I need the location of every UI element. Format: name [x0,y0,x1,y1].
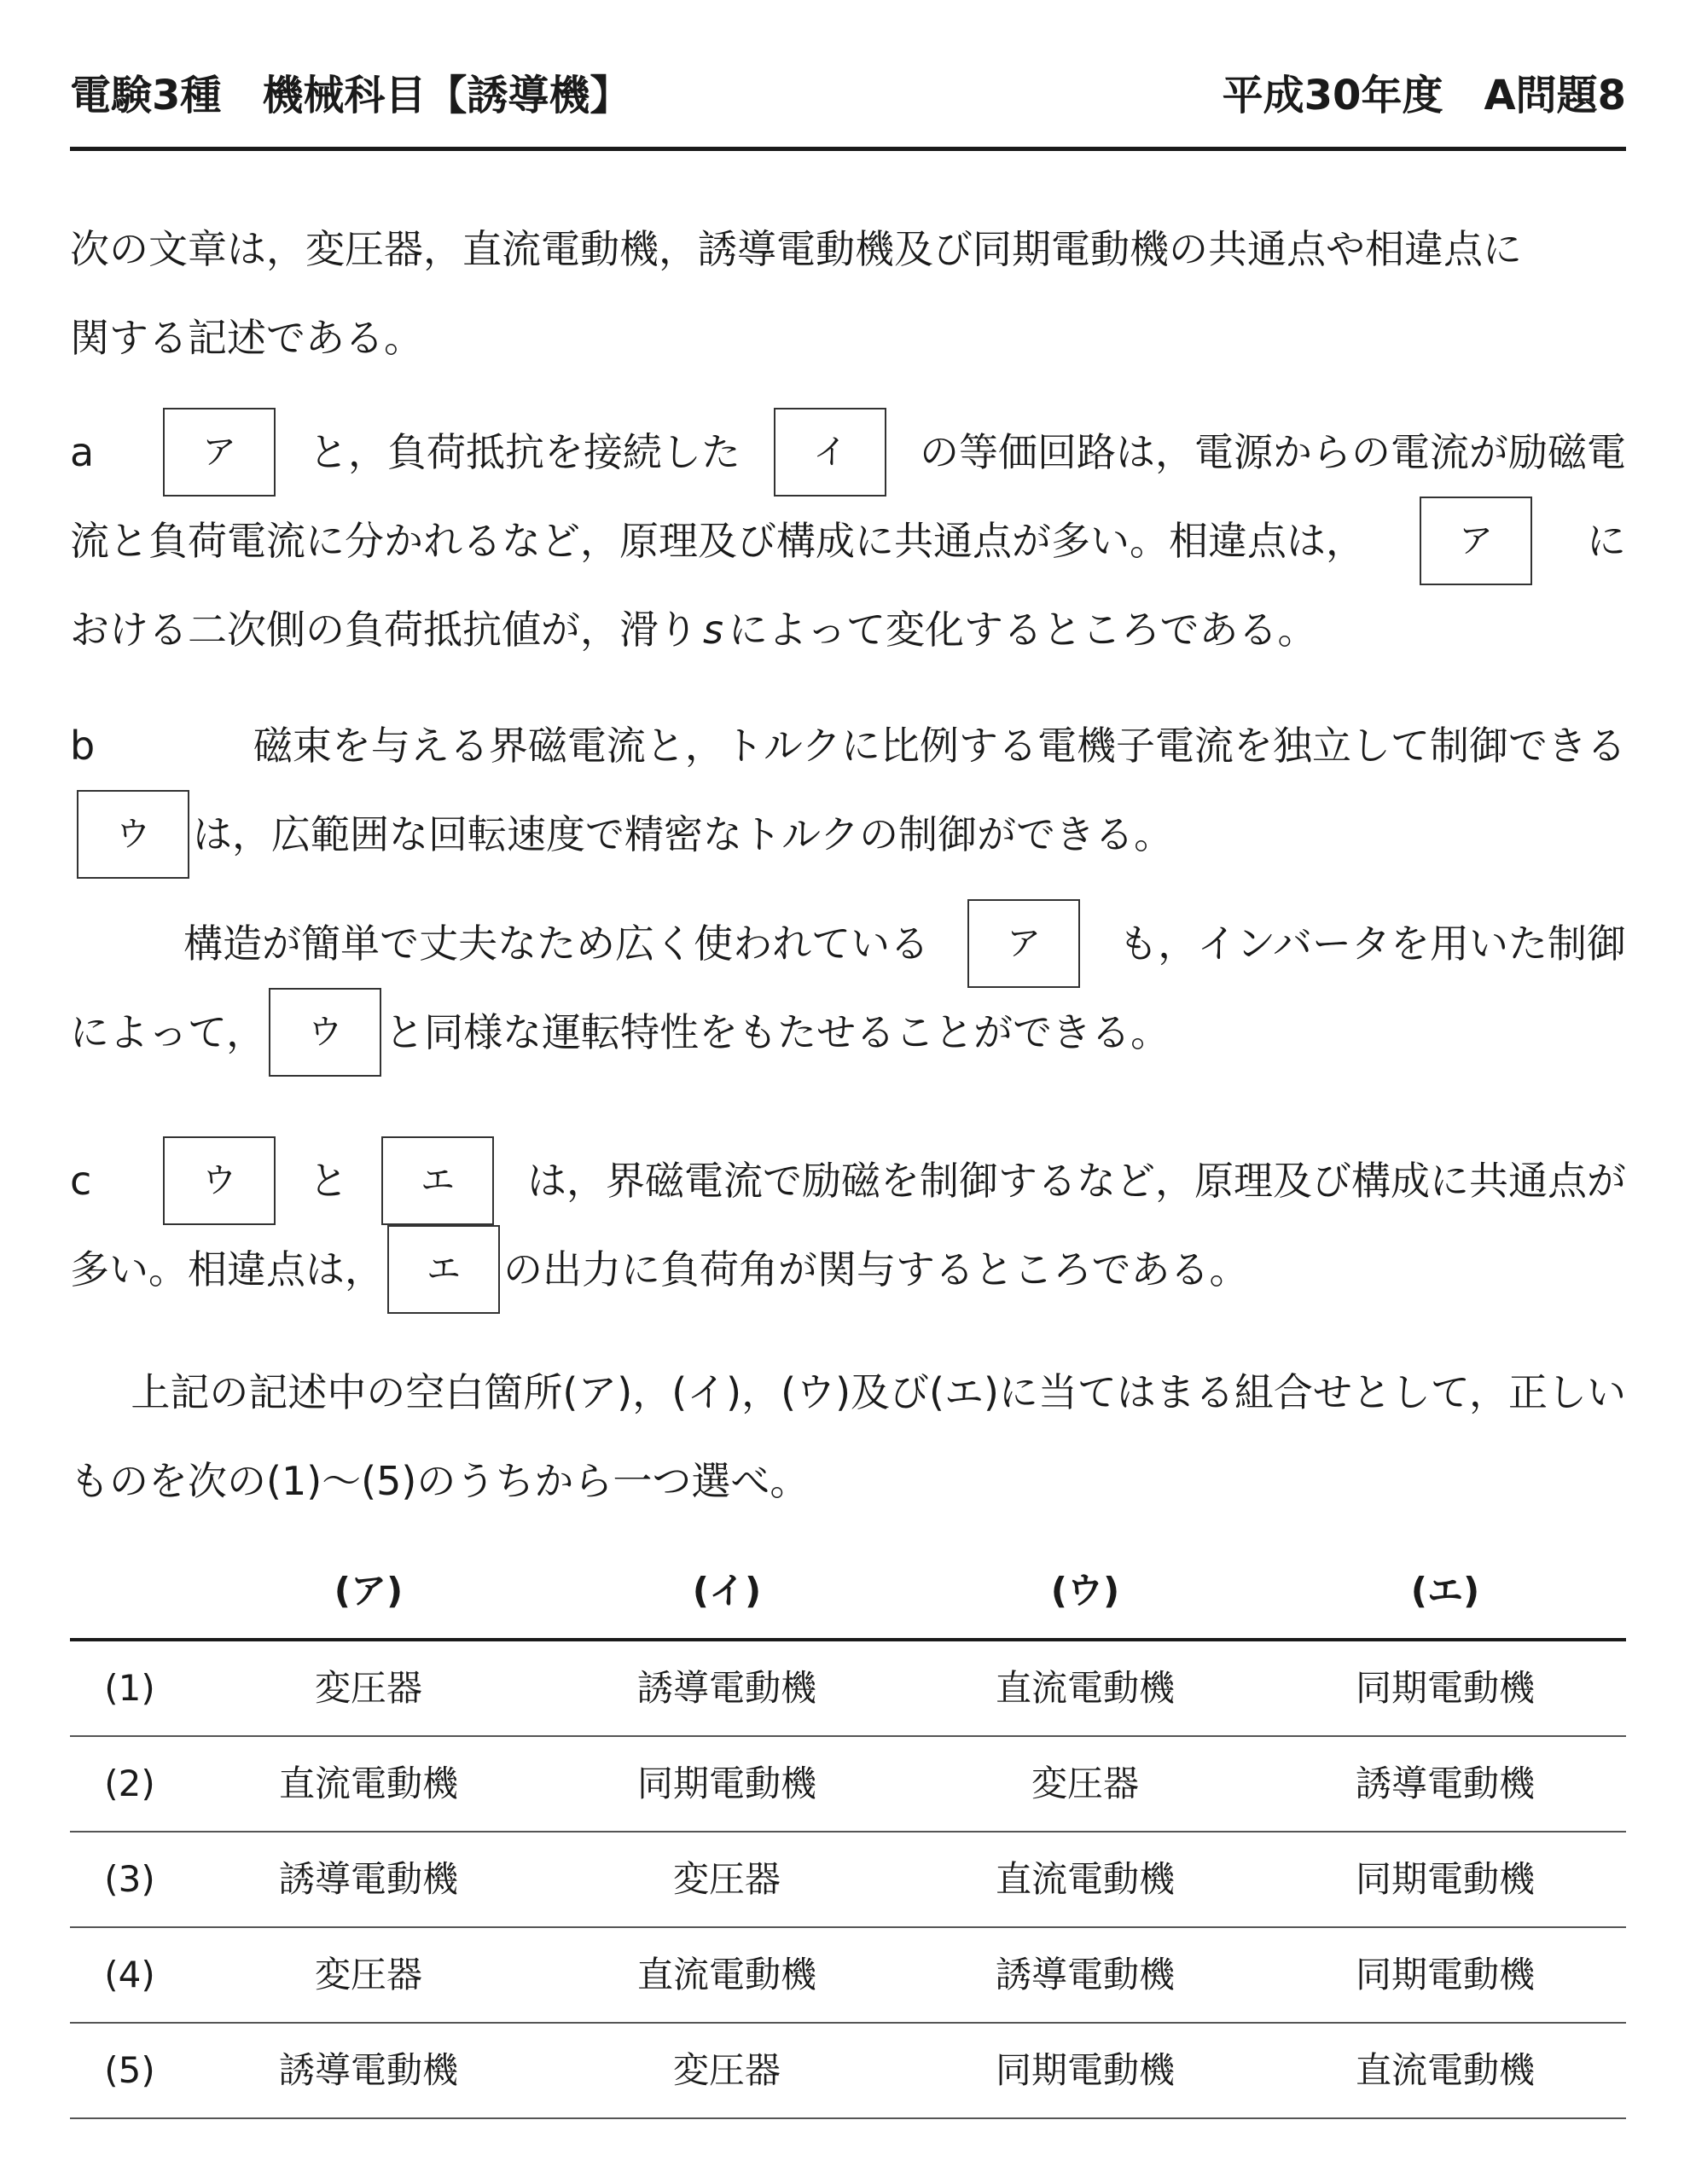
header-subject: 電験3種 機械科目【誘導機】 [70,72,631,119]
section-a-text: によって変化するところである。 [728,607,1317,653]
page-header [70,61,1626,130]
table-cell: 直流電動機 [1355,2049,1535,2091]
section-b-text: は，広範囲な回転速度で精密なトルクの制御ができる。 [193,811,1174,857]
table-row [70,1638,1626,1735]
intro-line-1: 次の文章は，変圧器，直流電動機，誘導電動機及び同期電動機の共通点や相違点に [70,226,1522,272]
table-cell: 誘導電動機 [278,2049,458,2091]
blank-a: ア [1420,497,1532,585]
section-a-text: おける二次側の負荷抵抗値が，滑り [70,607,698,653]
table-row [70,1831,1626,1926]
blank-u: ウ [163,1136,276,1225]
table-cell: 誘導電動機 [636,1667,816,1709]
table-row [70,2022,1626,2119]
section-b-text: 構造が簡単で丈夫なため広く使われている [183,921,930,967]
section-b-text: も，インバータを用いた制御 [1118,921,1626,967]
table-row [70,1926,1626,2022]
intro-paragraph [70,205,1626,382]
section-c-text: は，界磁電流で励磁を制御するなど，原理及び構成に共通点が [527,1158,1626,1204]
table-header-cell: (ア) [334,1570,404,1612]
table-cell: 変圧器 [314,1667,422,1709]
blank-u: ウ [269,988,381,1077]
section-b [70,701,1626,1077]
table-cell: 誘導電動機 [278,1858,458,1900]
table-cell: 同期電動機 [1355,1954,1535,1995]
header-divider [70,147,1626,151]
intro-line-2: 関する記述である。 [70,315,423,361]
question-line-2: ものを次の(1)～(5)のうちから一つ選べ。 [70,1458,810,1504]
table-cell: 同期電動機 [1355,1858,1535,1900]
table-cell: 同期電動機 [995,2049,1175,2091]
table-cell: 直流電動機 [995,1667,1175,1709]
table-row [70,1735,1626,1831]
table-cell: 直流電動機 [995,1858,1175,1900]
section-c-text: 多い。相違点は， [70,1246,384,1292]
section-a-text: に [1587,518,1626,564]
answer-table [70,1544,1626,2119]
table-cell: 変圧器 [1031,1763,1139,1804]
option-number: (2) [104,1763,155,1804]
blank-u: ウ [77,790,189,879]
section-b-text: によって， [70,1009,266,1055]
question-paragraph [70,1348,1626,1525]
section-c-label: c [70,1158,92,1204]
table-cell: 変圧器 [314,1954,422,1995]
section-a-text: の等価回路は，電源からの電流が励磁電 [920,429,1626,475]
slip-symbol: s [703,607,723,653]
option-number: (3) [104,1858,155,1900]
table-cell: 誘導電動機 [1355,1763,1535,1804]
section-a-label: a [70,429,95,475]
option-number: (4) [104,1954,155,1995]
section-c-text: の出力に負荷角が関与するところである。 [503,1246,1249,1292]
table-cell: 変圧器 [672,1858,781,1900]
section-b-text: 磁束を与える界磁電流と，トルクに比例する電機子電流を独立して制御できる [253,723,1626,769]
blank-a: ア [967,899,1080,988]
table-cell: 同期電動機 [636,1763,816,1804]
table-header-row [70,1544,1626,1638]
table-header-cell: (エ) [1410,1570,1480,1612]
section-b-text: と同様な運転特性をもたせることができる。 [385,1009,1170,1055]
blank-e: エ [387,1225,500,1314]
table-header-cell: (イ) [692,1570,762,1612]
section-a-text: と，負荷抵抗を接続した [309,429,741,475]
option-number: (1) [104,1667,155,1709]
table-cell: 直流電動機 [278,1763,458,1804]
table-header-cell: (ウ) [1050,1570,1120,1612]
table-cell: 同期電動機 [1355,1667,1535,1709]
section-c [70,1136,1626,1314]
table-cell: 変圧器 [672,2049,781,2091]
option-number: (5) [104,2049,155,2091]
blank-i: イ [774,408,886,497]
table-header-cell [70,1544,189,1638]
table-cell: 誘導電動機 [995,1954,1175,1995]
blank-a: ア [163,408,276,497]
header-exam-info: 平成30年度 A問題8 [1222,72,1626,119]
section-b-label: b [70,723,96,769]
question-line-1: 上記の記述中の空白箇所(ア)，(イ)，(ウ)及び(エ)に当てはまる組合せとして，正しい [131,1369,1626,1415]
section-c-text: と [309,1158,348,1204]
section-a [70,408,1626,674]
blank-e: エ [381,1136,494,1225]
section-a-text: 流と負荷電流に分かれるなど，原理及び構成に共通点が多い。相違点は， [70,518,1365,564]
table-cell: 直流電動機 [636,1954,816,1995]
